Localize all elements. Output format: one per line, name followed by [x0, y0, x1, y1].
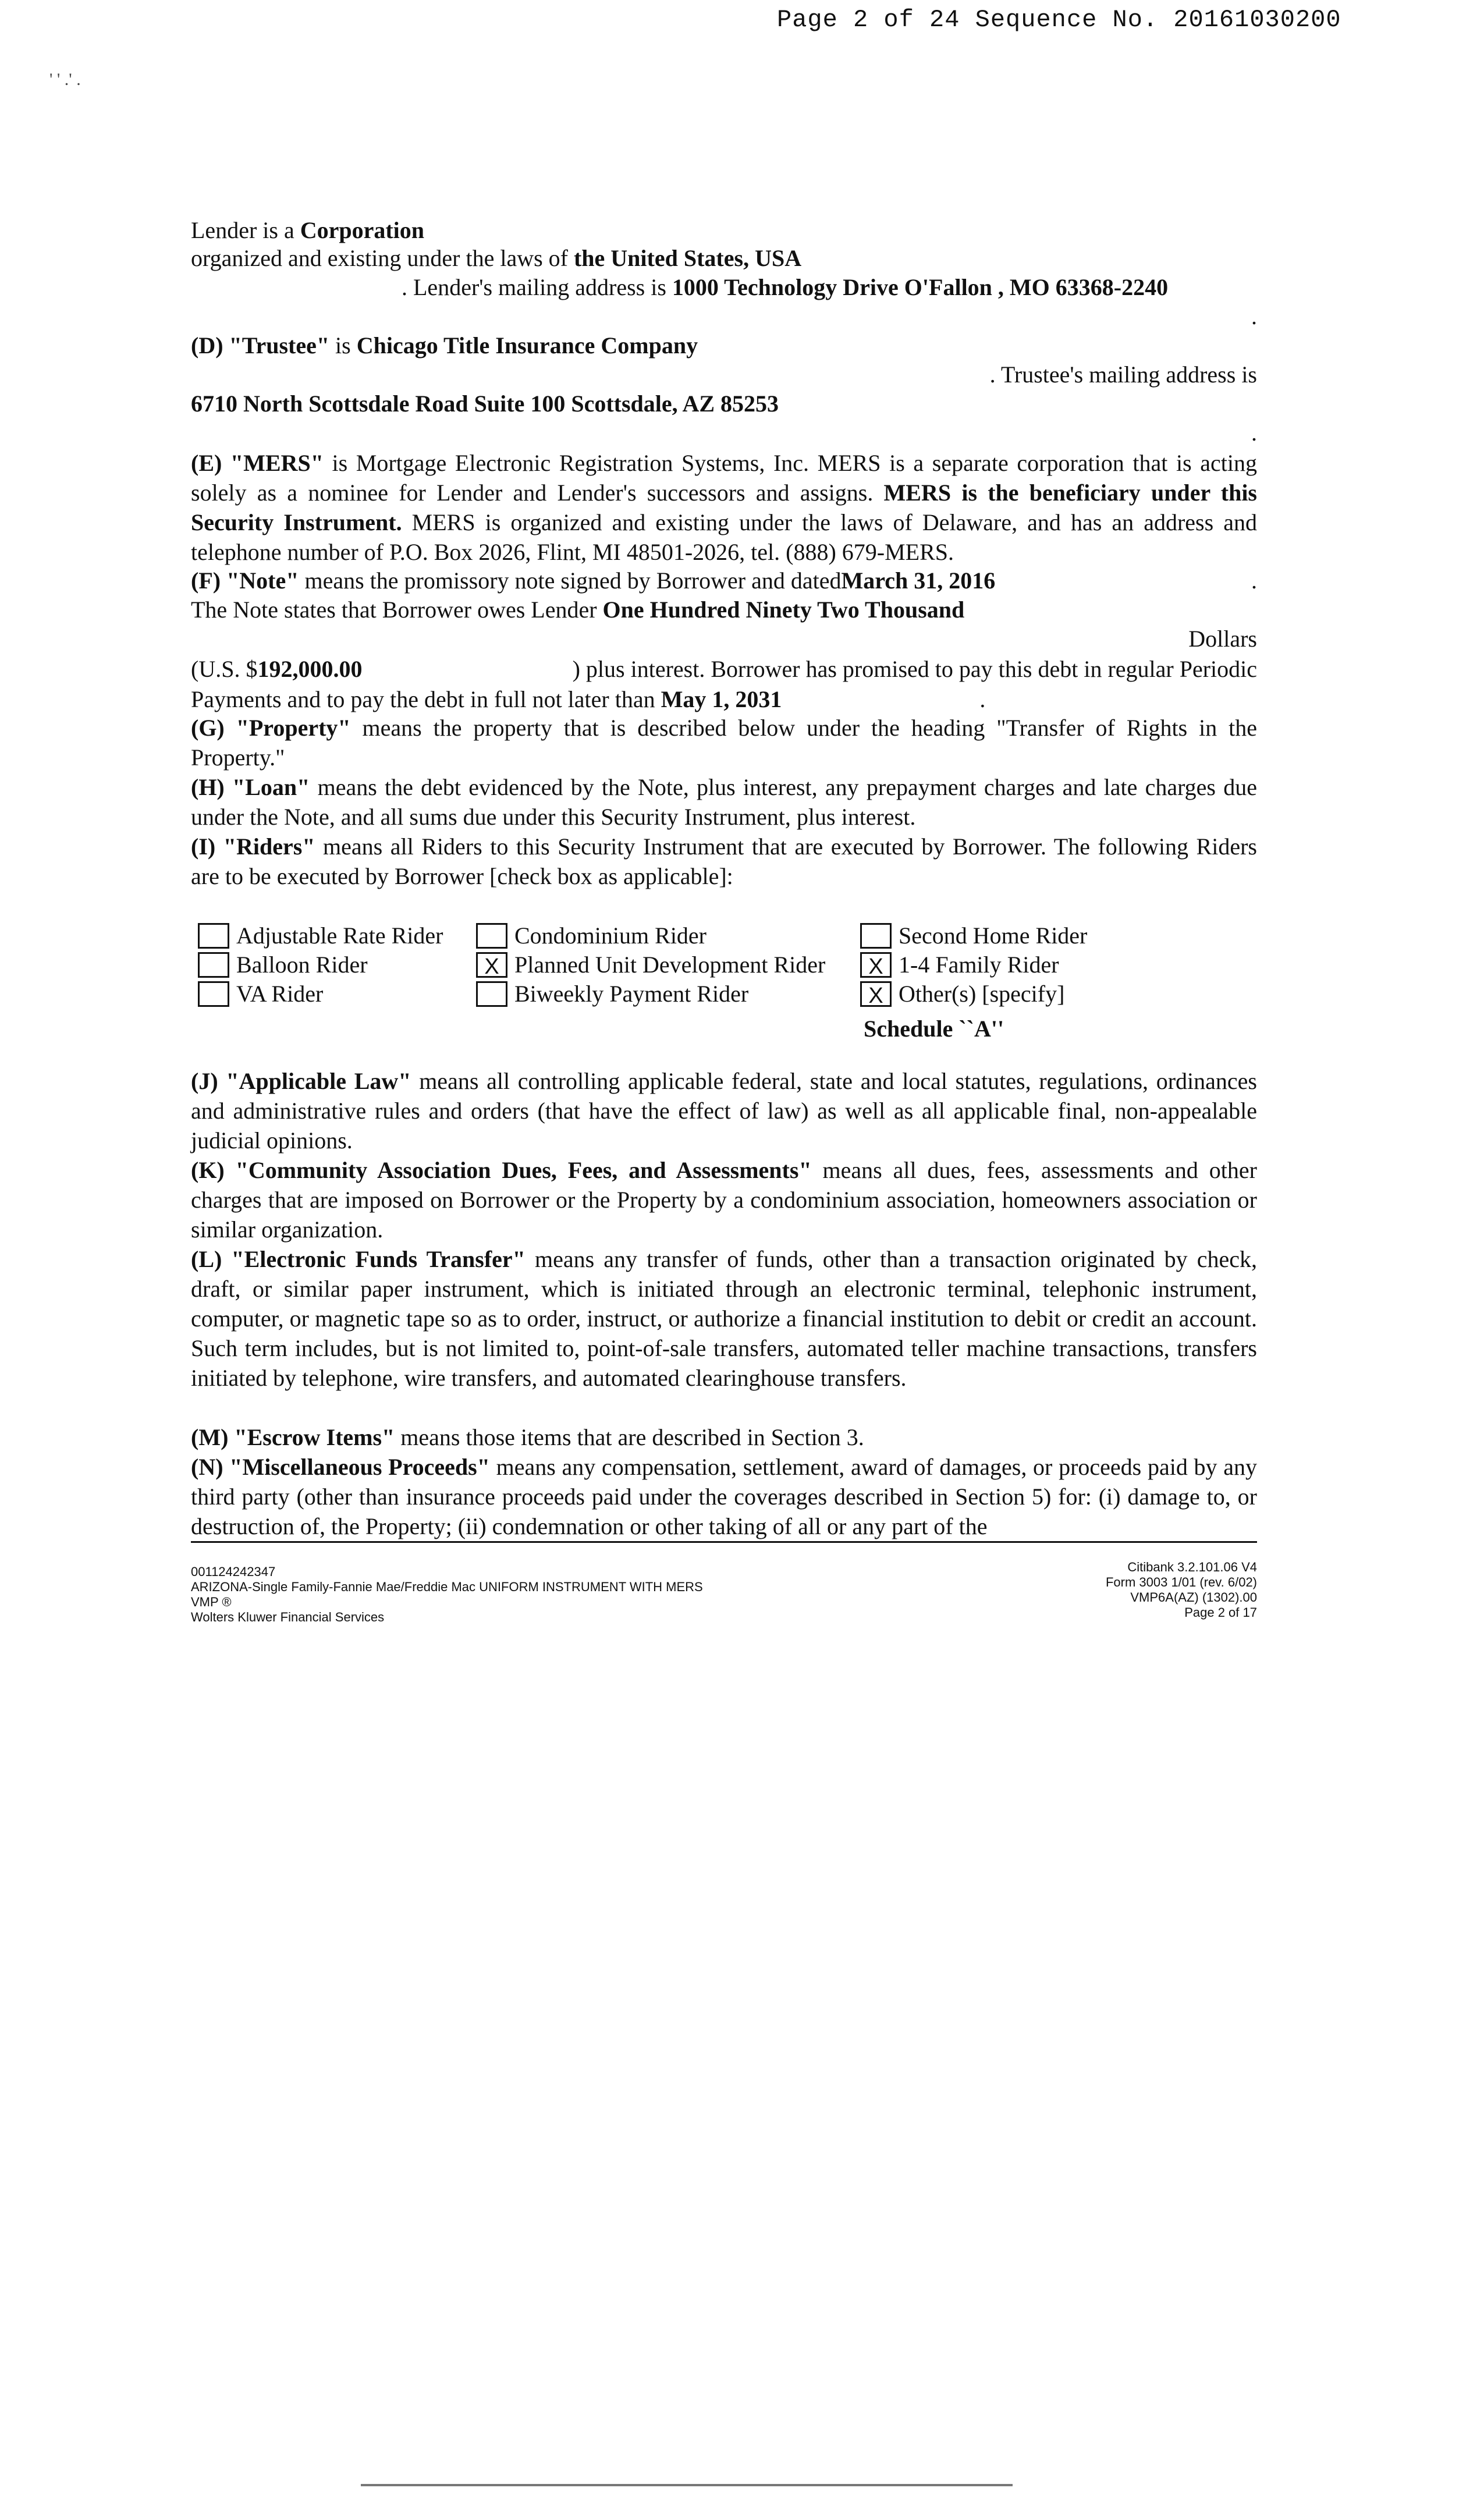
checkbox-other-rider[interactable]: [860, 981, 1064, 1007]
note-dollars: Dollars: [1188, 626, 1257, 652]
trustee-line: [191, 334, 698, 357]
checkbox-label: 1-4 Family Rider: [899, 952, 1059, 978]
applicable-law-text: means all controlling applicable federal, state and local statutes, regulations, ordinances and administrative rules and orders (that have the effect of law) as well as all applicable final, non-appealable judicial opinions.: [191, 1068, 1258, 1154]
form-page-number: Page 2 of 17: [1184, 1605, 1257, 1620]
note-owes: The Note states that Borrower owes Lender: [191, 597, 603, 623]
checkbox-1-4-family-rider[interactable]: [860, 952, 1059, 978]
community-dues-definition: [191, 1155, 1257, 1244]
checkbox-box[interactable]: X: [860, 981, 892, 1007]
lender-address-prefix: . Lender's mailing address is: [402, 274, 672, 300]
checkbox-biweekly-rider[interactable]: [476, 981, 748, 1007]
trustee-is: is: [329, 332, 357, 359]
checkbox-box[interactable]: [198, 981, 229, 1007]
lender-form-code: Citibank 3.2.101.06 V4: [1127, 1560, 1257, 1574]
checkbox-label: Balloon Rider: [236, 952, 368, 978]
lender-prefix: Lender is a: [191, 217, 300, 243]
eft-label: (L) "Electronic Funds Transfer": [191, 1246, 526, 1272]
checkbox-box[interactable]: X: [476, 952, 507, 978]
checkbox-label: Other(s) [specify]: [899, 981, 1065, 1007]
note-line-5: [191, 688, 985, 711]
checkbox-label: Biweekly Payment Rider: [514, 981, 749, 1007]
checkbox-condominium-rider[interactable]: [476, 923, 707, 949]
lender-law-prefix: organized and existing under the laws of: [191, 245, 574, 271]
note-period: .: [1251, 567, 1257, 594]
note-line-2: [191, 598, 964, 622]
loan-number: 001124242347: [191, 1564, 276, 1579]
vmp-mark: VMP ®: [191, 1595, 232, 1609]
lender-address-line: [402, 276, 1168, 299]
eft-definition: [191, 1244, 1257, 1393]
note-amount-words: One Hundred Ninety Two Thousand: [602, 597, 965, 623]
mers-definition: [191, 448, 1257, 567]
scan-specks: ' ' .' .: [49, 70, 81, 89]
form-title: ARIZONA-Single Family-Fannie Mae/Freddie Mac UNIFORM INSTRUMENT WITH MERS: [191, 1580, 703, 1594]
other-rider-specify: Schedule ``A'': [864, 1016, 1004, 1042]
checkbox-balloon-rider[interactable]: [198, 952, 368, 978]
escrow-items-label: (M) "Escrow Items": [191, 1424, 395, 1450]
page-header: Page 2 of 24 Sequence No. 20161030200: [777, 6, 1341, 34]
community-dues-label: (K) "Community Association Dues, Fees, and Assessments": [191, 1157, 812, 1183]
trustee-period: .: [1251, 420, 1257, 446]
note-currency: (U.S. $: [191, 656, 258, 682]
scan-edge-line: [361, 2484, 1013, 2486]
note-interest-text: ) plus interest. Borrower has promised to pay this debt in regular Periodic: [572, 656, 1257, 682]
note-text: means the promissory note signed by Borrower and dated: [299, 567, 842, 594]
checkbox-box[interactable]: [476, 923, 507, 949]
footer-divider: [191, 1541, 1257, 1543]
note-date: March 31, 2016: [841, 567, 996, 594]
misc-proceeds-definition: [191, 1452, 1257, 1541]
loan-label: (H) "Loan": [191, 774, 310, 800]
trustee-name: Chicago Title Insurance Company: [356, 332, 698, 359]
misc-proceeds-text: means any compensation, settlement, award of damages, or proceeds paid by any third party (other than insurance proceeds paid under the coverages described in Section 5) for: (i) damage to, or destruction of, the Property; (ii) condemnation or other taking of all or any part of the: [191, 1454, 1257, 1539]
mers-text-2: MERS is organized and existing under the laws of Delaware, and has an address and telephone number of P.O. Box 2026, Flint, MI 48501-2026, tel. (888) 679-MERS.: [191, 509, 1258, 565]
note-maturity-date: May 1, 2031: [661, 686, 782, 712]
applicable-law-label: (J) "Applicable Law": [191, 1068, 411, 1094]
mers-text-1: is Mortgage Electronic Registration Systems, Inc. MERS is a separate corporation that is acting solely as a nominee for Lender and Lender's successors and assigns.: [191, 450, 1257, 506]
escrow-items-text: means those items that are described in Section 3.: [395, 1424, 864, 1450]
property-text: means the property that is described below under the heading "Transfer of Rights in the Property.": [191, 715, 1257, 771]
checkbox-label: VA Rider: [236, 981, 324, 1007]
note-line-4: [191, 658, 362, 681]
applicable-law-definition: [191, 1066, 1257, 1155]
checkbox-second-home-rider[interactable]: [860, 923, 1087, 949]
property-label: (G) "Property": [191, 715, 351, 741]
property-definition: [191, 713, 1257, 772]
checkbox-box[interactable]: [198, 923, 229, 949]
riders-text: means all Riders to this Security Instrument that are executed by Borrower. The following Riders are to be executed by Borrower [check box as applicable]:: [191, 833, 1257, 889]
lender-jurisdiction: the United States, USA: [573, 245, 802, 271]
lender-period: .: [1251, 303, 1257, 329]
riders-definition: [191, 832, 1257, 891]
riders-label: (I) "Riders": [191, 833, 315, 860]
escrow-items-definition: [191, 1422, 1257, 1452]
loan-text: means the debt evidenced by the Note, plus interest, any prepayment charges and late charges due under the Note, and all sums due under this Security Instrument, plus interest.: [191, 774, 1257, 830]
checkbox-label: Adjustable Rate Rider: [236, 922, 443, 949]
vmp-form-code: VMP6A(AZ) (1302).00: [1130, 1590, 1257, 1605]
lender-address: 1000 Technology Drive O'Fallon , MO 63368-2240: [672, 274, 1169, 300]
note-payment-text: Payments and to pay the debt in full not later than: [191, 686, 661, 712]
checkbox-va-rider[interactable]: [198, 981, 323, 1007]
note-amount: 192,000.00: [257, 656, 363, 682]
loan-definition: [191, 772, 1257, 832]
mers-beneficiary: MERS is the beneficiary under this Security Instrument.: [191, 480, 1257, 535]
lender-law-line: [191, 247, 801, 270]
mers-label: (E) "MERS": [191, 450, 324, 476]
checkbox-box[interactable]: [198, 952, 229, 978]
lender-type: Corporation: [300, 217, 425, 243]
checkbox-box[interactable]: [860, 923, 892, 949]
trustee-address: 6710 North Scottsdale Road Suite 100 Scottsdale, AZ 85253: [191, 391, 779, 417]
checkbox-label: Second Home Rider: [899, 922, 1088, 949]
checkbox-adjustable-rate-rider[interactable]: [198, 923, 443, 949]
footer-left: [191, 1564, 703, 1625]
checkbox-pud-rider[interactable]: [476, 952, 825, 978]
checkbox-box[interactable]: X: [860, 952, 892, 978]
checkbox-box[interactable]: [476, 981, 507, 1007]
misc-proceeds-label: (N) "Miscellaneous Proceeds": [191, 1454, 490, 1480]
trustee-label: (D) "Trustee": [191, 332, 330, 359]
note-label: (F) "Note": [191, 567, 299, 594]
note-line-1: [191, 569, 995, 592]
note-maturity-period: .: [979, 686, 986, 712]
lender-type-line: [191, 219, 424, 242]
community-dues-text: means all dues, fees, assessments and other charges that are imposed on Borrower or the Property by a condominium association, homeowners association or similar organization.: [191, 1157, 1257, 1243]
checkbox-label: Planned Unit Development Rider: [514, 952, 826, 978]
footer-right: [1106, 1560, 1257, 1620]
checkbox-label: Condominium Rider: [514, 922, 707, 949]
trustee-address-prefix: . Trustee's mailing address is: [989, 361, 1257, 388]
publisher: Wolters Kluwer Financial Services: [191, 1610, 385, 1624]
form-number: Form 3003 1/01 (rev. 6/02): [1105, 1575, 1257, 1589]
eft-text: means any transfer of funds, other than a transaction originated by check, draft, or similar paper instrument, which is initiated through an electronic terminal, telephonic instrument, computer, or magnetic tape so as to order, instruct, or authorize a financial institution to debit or credit an account. Such term includes, but is not limited to, point-of-sale transfers, automated teller machine transactions, transfers initiated by telephone, wire transfers, and automated clearinghouse transfers.: [191, 1246, 1257, 1391]
